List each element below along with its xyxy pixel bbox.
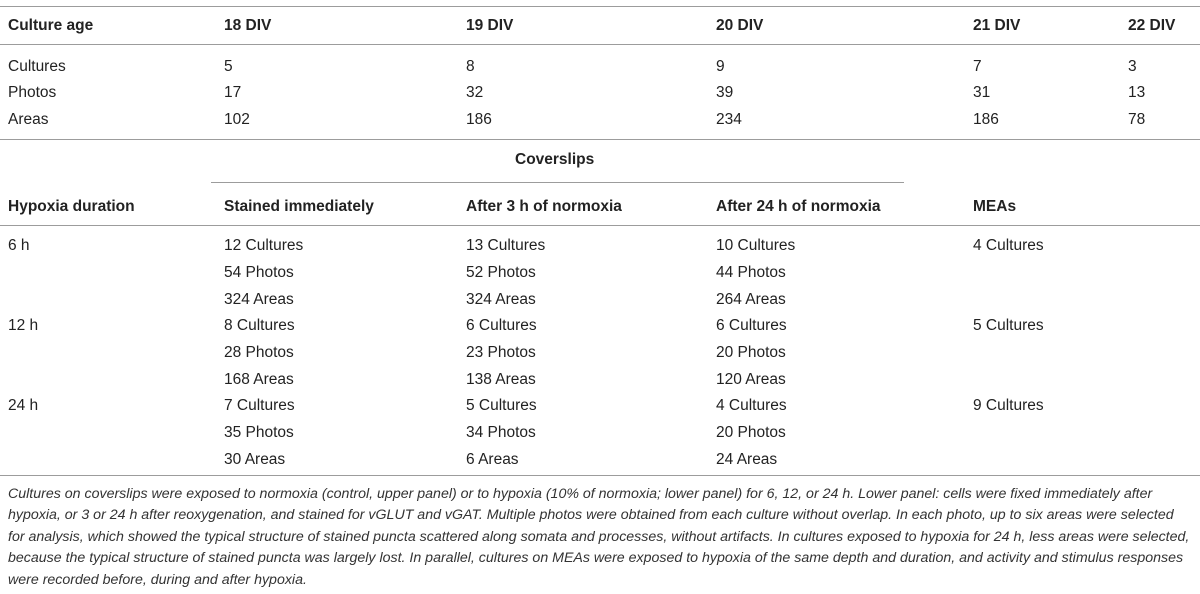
table-cell: 264 Areas — [716, 291, 786, 308]
table-cell: 234 — [716, 111, 742, 128]
header-culture-age: Culture age — [8, 17, 94, 34]
table-cell: 20 Photos — [716, 424, 786, 441]
table-cell: 168 Areas — [224, 371, 294, 388]
table-cell: 3 — [1128, 58, 1137, 75]
table-cell: 186 — [466, 111, 492, 128]
table-cell: 6 Cultures — [716, 317, 787, 334]
upper-header-rule — [0, 44, 1200, 45]
table-cell: 138 Areas — [466, 371, 536, 388]
duration-label-12h: 12 h — [8, 317, 39, 334]
table-cell: 39 — [716, 84, 734, 101]
table-cell: 9 — [716, 58, 725, 75]
row-label-areas: Areas — [8, 111, 49, 128]
table-cell: 8 Cultures — [224, 317, 295, 334]
table-cell: 54 Photos — [224, 264, 294, 281]
table-cell: 23 Photos — [466, 344, 536, 361]
table-cell: 17 — [224, 84, 242, 101]
table-top-rule — [0, 6, 1200, 7]
panel-divider-rule — [0, 139, 1200, 140]
table-cell: 10 Cultures — [716, 237, 796, 254]
table-caption: Cultures on coverslips were exposed to normoxia (control, upper panel) or to hypoxia (10% of normoxia; lower panel) for 6, 12, or 24 h. Lower panel: cells were fixed immediately after hypoxia, or 3 or 24 h after reoxygenation, and stained for vGLUT and vGAT. Multiple photos were obtained from each culture without overlap. In each photo, up to six areas were selected for analysis, which showed the typical structure of stained puncta scattered along somata and processes, without artifacts. In cultures exposed to hypoxia for 24 h, less areas were selected, because the typical structure of stained puncta was largely lost. In parallel, cultures on MEAs were exposed to hypoxia of the same depth and duration, and activity and stimulus responses were recorded before, during and after hypoxia. — [8, 486, 1190, 588]
table-cell: 13 Cultures — [466, 237, 546, 254]
table-cell: 24 Areas — [716, 451, 778, 468]
table-cell: 102 — [224, 111, 250, 128]
table-cell: 13 — [1128, 84, 1146, 101]
header-stained-immediately: Stained immediately — [224, 198, 374, 215]
lower-header-rule — [0, 225, 1200, 226]
table-cell: 5 — [224, 58, 233, 75]
table-cell: 28 Photos — [224, 344, 294, 361]
table-cell: 186 — [973, 111, 999, 128]
table-cell: 31 — [973, 84, 991, 101]
table-cell: 34 Photos — [466, 424, 536, 441]
header-18-div: 18 DIV — [224, 17, 272, 34]
table-cell: 32 — [466, 84, 484, 101]
table-bottom-rule — [0, 475, 1200, 476]
table-cell: 6 Areas — [466, 451, 519, 468]
table-cell: 7 Cultures — [224, 397, 295, 414]
header-21-div: 21 DIV — [973, 17, 1021, 34]
table-cell: 9 Cultures — [973, 397, 1044, 414]
row-label-cultures: Cultures — [8, 58, 66, 75]
header-meas: MEAs — [973, 198, 1017, 215]
table-cell: 20 Photos — [716, 344, 786, 361]
row-label-photos: Photos — [8, 84, 57, 101]
table-cell: 78 — [1128, 111, 1146, 128]
table-cell: 4 Cultures — [973, 237, 1044, 254]
header-hypoxia-duration: Hypoxia duration — [8, 198, 135, 215]
header-20-div: 20 DIV — [716, 17, 764, 34]
table-cell: 8 — [466, 58, 475, 75]
table-cell: 52 Photos — [466, 264, 536, 281]
table-cell: 120 Areas — [716, 371, 786, 388]
table-cell: 324 Areas — [224, 291, 294, 308]
header-19-div: 19 DIV — [466, 17, 514, 34]
table-cell: 6 Cultures — [466, 317, 537, 334]
header-after-3h: After 3 h of normoxia — [466, 198, 622, 215]
header-22-div: 22 DIV — [1128, 17, 1176, 34]
coverslips-group-header: Coverslips — [515, 151, 595, 168]
table-cell: 12 Cultures — [224, 237, 304, 254]
table-cell: 7 — [973, 58, 982, 75]
table-cell: 5 Cultures — [973, 317, 1044, 334]
table-cell: 5 Cultures — [466, 397, 537, 414]
table-cell: 30 Areas — [224, 451, 286, 468]
table-cell: 4 Cultures — [716, 397, 787, 414]
table-cell: 44 Photos — [716, 264, 786, 281]
coverslips-group-rule — [211, 182, 904, 183]
duration-label-6h: 6 h — [8, 237, 30, 254]
table-cell: 324 Areas — [466, 291, 536, 308]
duration-label-24h: 24 h — [8, 397, 39, 414]
header-after-24h: After 24 h of normoxia — [716, 198, 881, 215]
table-cell: 35 Photos — [224, 424, 294, 441]
